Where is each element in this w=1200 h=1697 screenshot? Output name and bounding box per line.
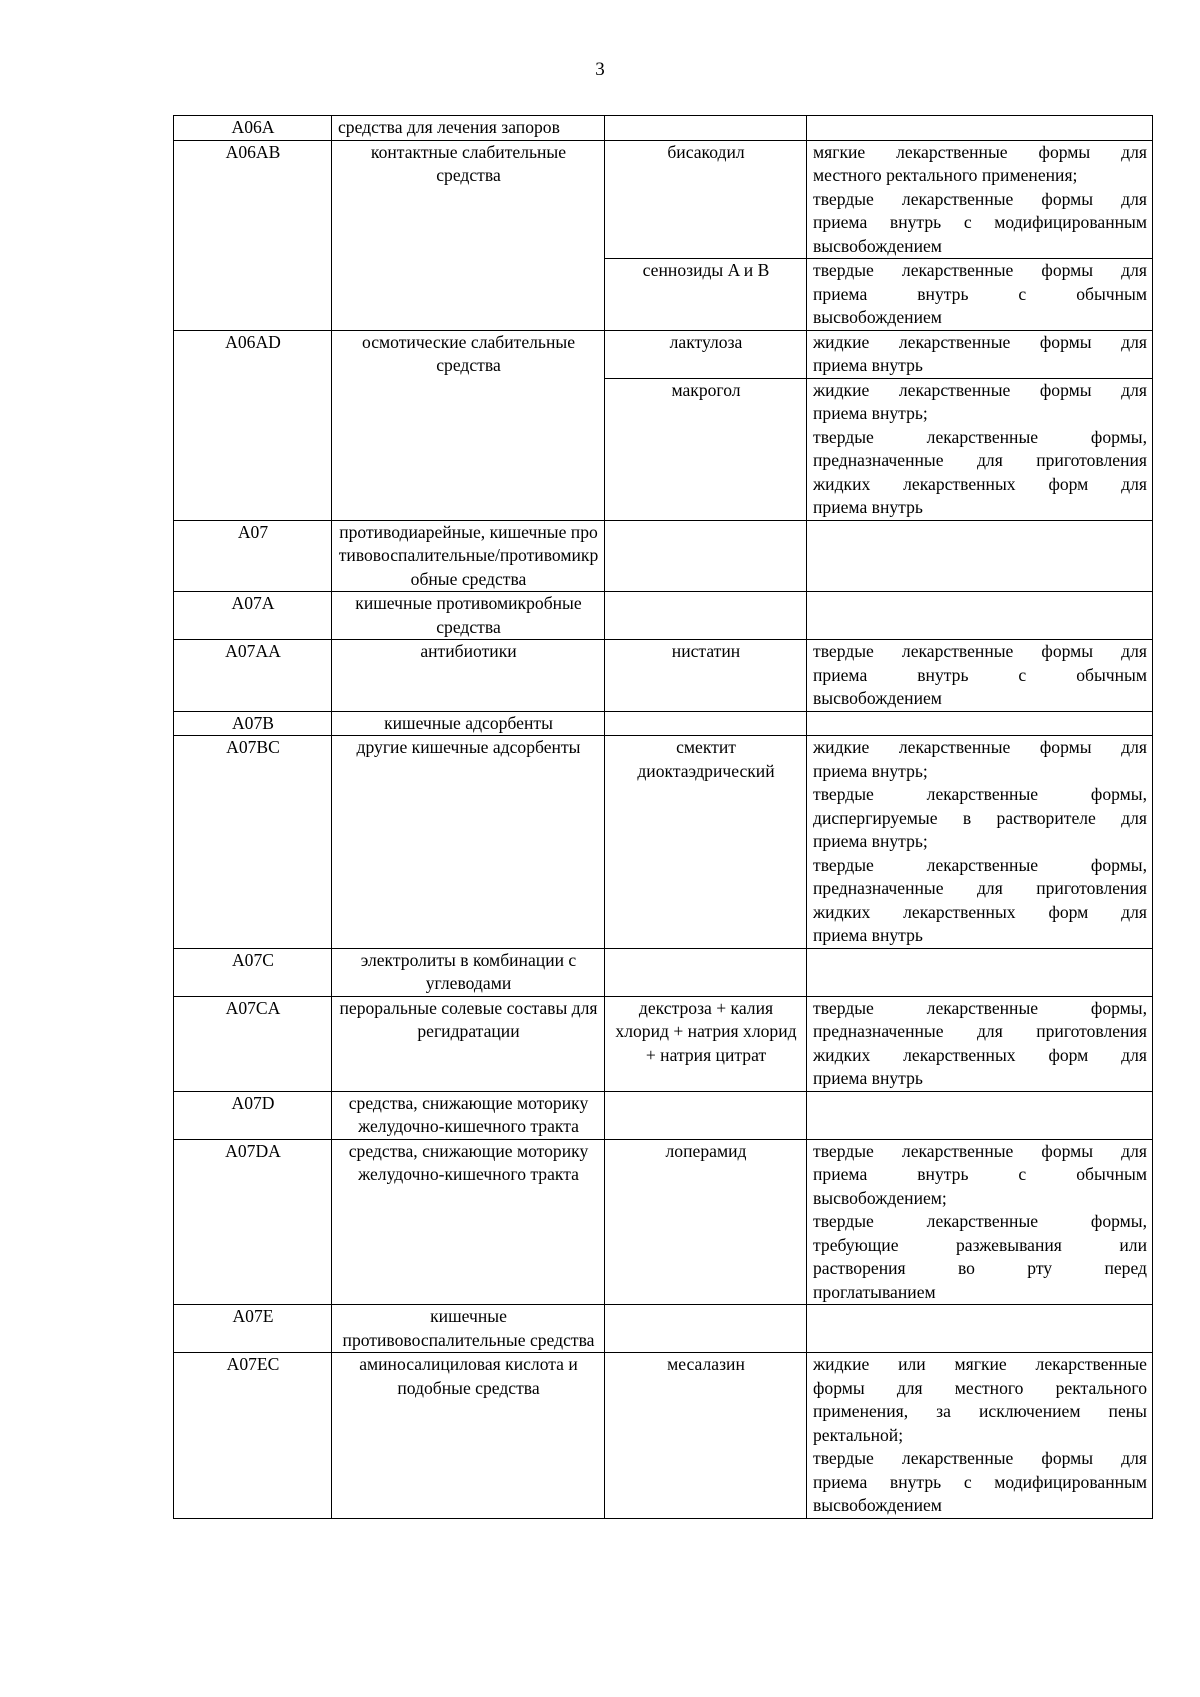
dosage-form-line: применения, за исключением пены <box>813 1401 1147 1421</box>
dosage-forms-cell <box>807 640 1153 712</box>
atc-code-cell: A07BC <box>174 736 332 949</box>
table-row <box>174 330 1153 378</box>
table-row <box>174 592 1153 640</box>
dosage-form-line: приема внутрь с обычным <box>813 664 1147 685</box>
atc-code-cell: A06AB <box>174 140 332 330</box>
table-row <box>174 1091 1153 1139</box>
substance-cell: макрогол <box>605 378 807 520</box>
table-row <box>174 996 1153 1091</box>
atc-code-cell: A07B <box>174 711 332 736</box>
therapeutic-group-cell: кишечные адсорбенты <box>332 711 605 736</box>
dosage-form-line: жидких лекарственных форм для <box>813 1044 1147 1065</box>
atc-code-cell: A07CA <box>174 996 332 1091</box>
dosage-form-line: твердые лекарственные формы, <box>813 854 1147 875</box>
table-row <box>174 640 1153 712</box>
dosage-forms-cell <box>807 330 1153 378</box>
therapeutic-group-cell: противодиарейные, кишечные противовоспалительные/противомикробные средства <box>332 520 605 592</box>
dosage-form-line: местного ректального применения; <box>813 165 1078 185</box>
dosage-form-line: предназначенные для приготовления <box>813 878 1147 898</box>
substance-cell: смектит диоктаэдрический <box>605 736 807 949</box>
therapeutic-group-cell: кишечные противовоспалительные средства <box>332 1305 605 1353</box>
dosage-form-line: твердые лекарственные формы для <box>813 1448 1147 1468</box>
dosage-forms-cell <box>807 736 1153 949</box>
dosage-form-line: жидкие или мягкие лекарственные <box>813 1354 1147 1374</box>
atc-code-cell: A07 <box>174 520 332 592</box>
therapeutic-group-cell: другие кишечные адсорбенты <box>332 736 605 949</box>
therapeutic-group-cell: электролиты в комбинации с углеводами <box>332 948 605 996</box>
dosage-form-line: высвобождением <box>813 235 942 256</box>
dosage-form-line: растворения во рту перед <box>813 1258 1147 1278</box>
substance-cell: лоперамид <box>605 1139 807 1305</box>
dosage-form-line: твердые лекарственные формы, <box>813 997 1147 1018</box>
dosage-form-line: приема внутрь с обычным <box>813 1164 1147 1184</box>
therapeutic-group-cell: аминосалициловая кислота и подобные средства <box>332 1353 605 1519</box>
table-row <box>174 1305 1153 1353</box>
dosage-form-line: жидкие лекарственные формы для <box>813 737 1147 757</box>
dosage-form-line: приема внутрь с модифицированным <box>813 1471 1147 1492</box>
dosage-forms-cell <box>807 996 1153 1091</box>
dosage-forms-cell <box>807 711 1153 736</box>
dosage-forms-cell <box>807 1139 1153 1305</box>
atc-code-cell: A07A <box>174 592 332 640</box>
dosage-form-line: твердые лекарственные формы, <box>813 426 1147 447</box>
substance-cell <box>605 711 807 736</box>
substance-cell <box>605 116 807 141</box>
dosage-form-line: требующие разжевывания или <box>813 1234 1147 1255</box>
therapeutic-group-cell: средства, снижающие моторику желудочно-кишечного тракта <box>332 1139 605 1305</box>
page-number: 3 <box>595 59 605 80</box>
dosage-form-line: жидких лекарственных форм для <box>813 473 1147 494</box>
substance-cell <box>605 1305 807 1353</box>
dosage-forms-cell <box>807 1353 1153 1519</box>
substance-cell <box>605 948 807 996</box>
substance-cell <box>605 520 807 592</box>
dosage-form-line: приема внутрь; <box>813 760 928 781</box>
substance-cell: сеннозиды A и B <box>605 259 807 331</box>
table-row <box>174 1139 1153 1305</box>
dosage-form-line: диспергируемые в растворителе для <box>813 807 1147 828</box>
therapeutic-group-cell: средства, снижающие моторику желудочно-кишечного тракта <box>332 1091 605 1139</box>
dosage-form-line: высвобождением <box>813 307 942 327</box>
atc-code-cell: A07DA <box>174 1139 332 1305</box>
dosage-form-line: твердые лекарственные формы для <box>813 260 1147 280</box>
table-row <box>174 711 1153 736</box>
dosage-form-line: твердые лекарственные формы, <box>813 784 1147 804</box>
drug-table <box>173 115 1153 1519</box>
atc-code-cell: A07E <box>174 1305 332 1353</box>
atc-code-cell: A07EC <box>174 1353 332 1519</box>
dosage-forms-cell <box>807 378 1153 520</box>
table-row <box>174 116 1153 141</box>
substance-cell <box>605 592 807 640</box>
dosage-forms-cell <box>807 140 1153 259</box>
dosage-form-line: жидких лекарственных форм для <box>813 901 1147 922</box>
table-row <box>174 736 1153 949</box>
dosage-forms-cell <box>807 948 1153 996</box>
dosage-form-line: предназначенные для приготовления <box>813 1021 1147 1041</box>
therapeutic-group-cell: антибиотики <box>332 640 605 712</box>
dosage-forms-cell <box>807 1305 1153 1353</box>
substance-cell: лактулоза <box>605 330 807 378</box>
dosage-form-line: жидкие лекарственные формы для <box>813 379 1147 400</box>
atc-code-cell: A07D <box>174 1091 332 1139</box>
therapeutic-group-cell: средства для лечения запоров <box>332 116 605 141</box>
dosage-form-line: приема внутрь с модифицированным <box>813 212 1147 232</box>
dosage-form-line: приема внутрь <box>813 925 923 945</box>
dosage-forms-cell <box>807 592 1153 640</box>
dosage-form-line: жидкие лекарственные формы для <box>813 331 1147 352</box>
substance-cell: нистатин <box>605 640 807 712</box>
dosage-form-line: приема внутрь <box>813 497 923 517</box>
therapeutic-group-cell: осмотические слабительные средства <box>332 330 605 520</box>
dosage-form-line: приема внутрь; <box>813 831 928 851</box>
dosage-forms-cell <box>807 116 1153 141</box>
table-row <box>174 1353 1153 1519</box>
therapeutic-group-cell: кишечные противомикробные средства <box>332 592 605 640</box>
therapeutic-group-cell: контактные слабительные средства <box>332 140 605 330</box>
dosage-form-line: мягкие лекарственные формы для <box>813 141 1147 162</box>
table-row <box>174 520 1153 592</box>
dosage-form-line: формы для местного ректального <box>813 1377 1147 1398</box>
dosage-form-line: приема внутрь <box>813 1068 923 1088</box>
dosage-form-line: приема внутрь; <box>813 403 928 423</box>
dosage-form-line: проглатыванием <box>813 1281 936 1302</box>
dosage-form-line: приема внутрь <box>813 355 923 375</box>
dosage-form-line: высвобождением; <box>813 1187 947 1208</box>
substance-cell: месалазин <box>605 1353 807 1519</box>
table-row <box>174 948 1153 996</box>
dosage-form-line: предназначенные для приготовления <box>813 450 1147 470</box>
dosage-form-line: высвобождением <box>813 1495 942 1515</box>
drug-table-body <box>174 116 1153 1519</box>
dosage-forms-cell <box>807 520 1153 592</box>
dosage-form-line: приема внутрь с обычным <box>813 283 1147 304</box>
dosage-forms-cell <box>807 1091 1153 1139</box>
dosage-form-line: твердые лекарственные формы, <box>813 1211 1147 1231</box>
dosage-form-line: твердые лекарственные формы для <box>813 1140 1147 1161</box>
table-row <box>174 140 1153 259</box>
atc-code-cell: A07C <box>174 948 332 996</box>
dosage-form-line: твердые лекарственные формы для <box>813 641 1147 661</box>
substance-cell: бисакодил <box>605 140 807 259</box>
atc-code-cell: A06A <box>174 116 332 141</box>
dosage-forms-cell <box>807 259 1153 331</box>
atc-code-cell: A06AD <box>174 330 332 520</box>
dosage-form-line: высвобождением <box>813 688 942 708</box>
atc-code-cell: A07AA <box>174 640 332 712</box>
dosage-form-line: твердые лекарственные формы для <box>813 188 1147 209</box>
substance-cell: декстроза + калия хлорид + натрия хлорид + натрия цитрат <box>605 996 807 1091</box>
therapeutic-group-cell: пероральные солевые составы для регидратации <box>332 996 605 1091</box>
substance-cell <box>605 1091 807 1139</box>
dosage-form-line: ректальной; <box>813 1424 904 1445</box>
